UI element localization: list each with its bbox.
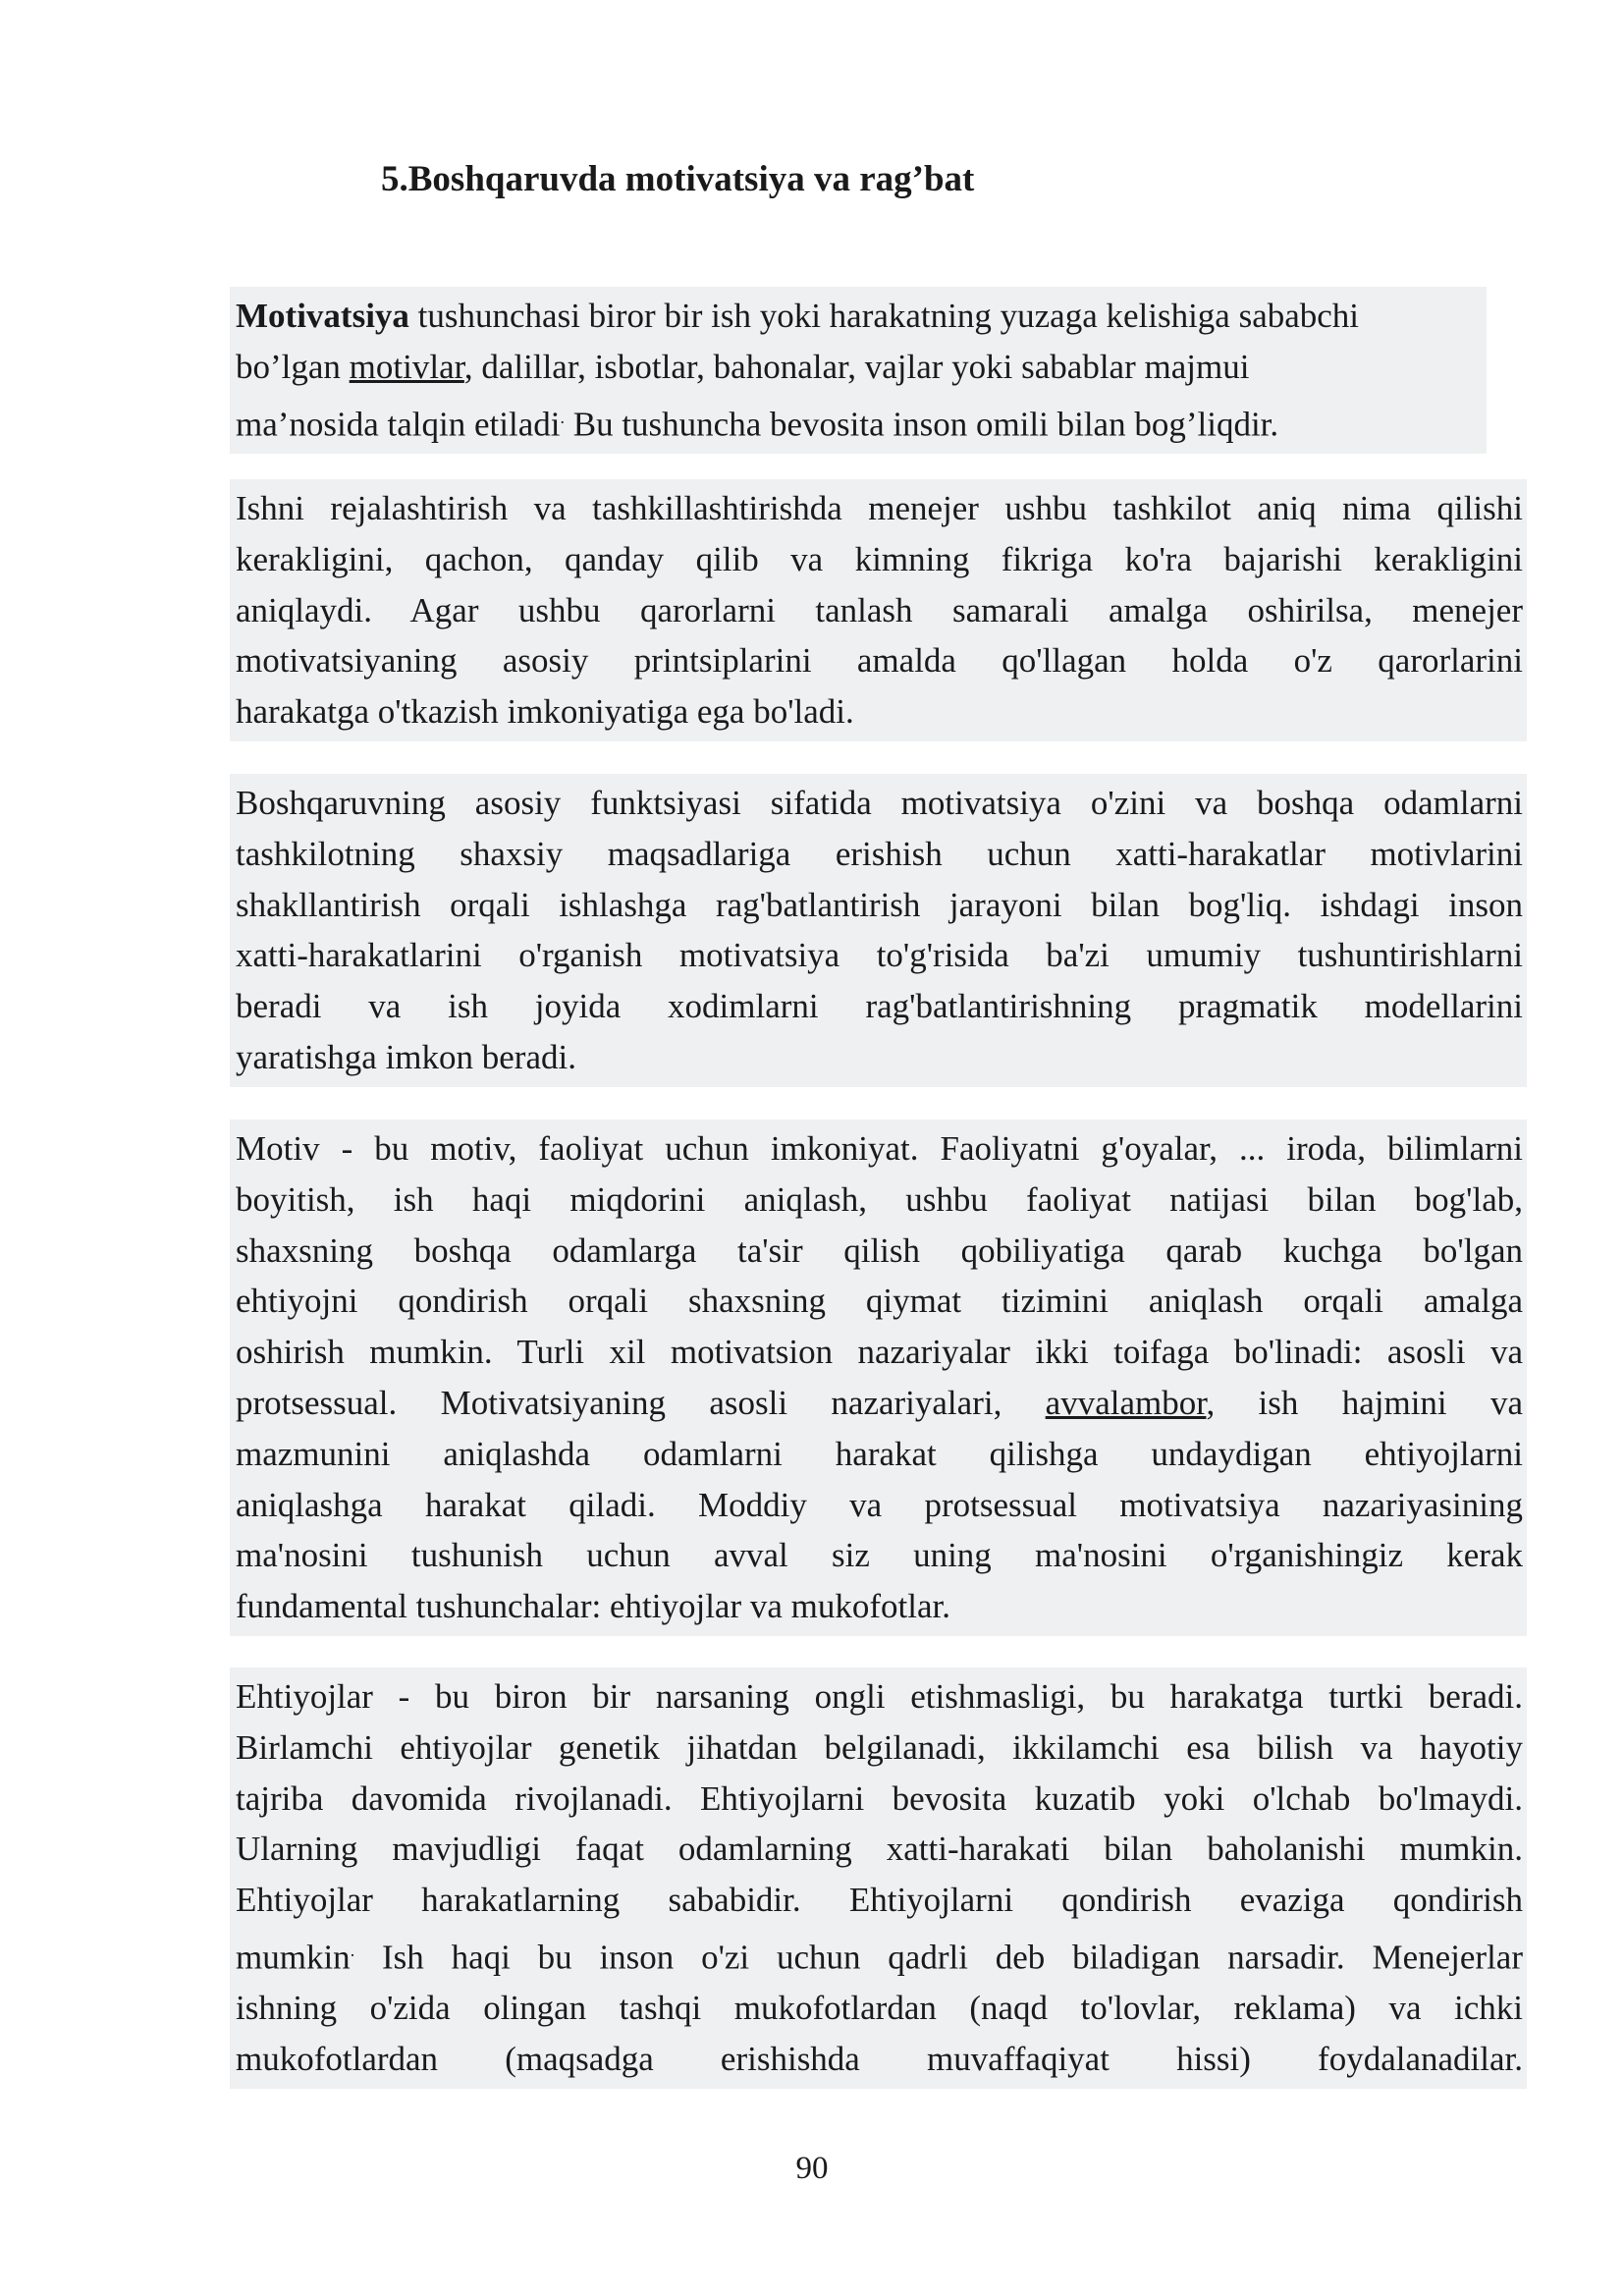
- text-line: oshirish mumkin. Turli xil motivatsion nazariyalar ikki toifaga bo'linadi: asosli va: [236, 1333, 1523, 1372]
- text-line: ehtiyojni qondirish orqali shaxsning qiymat tizimini aniqlash orqali amalga: [236, 1282, 1523, 1321]
- text-line: [236, 342, 1483, 393]
- section-title: 5.Boshqaruvda motivatsiya va rag’bat: [381, 159, 975, 199]
- text-line: boyitish, ish haqi miqdorini aniqlash, ushbu faoliyat natijasi bilan bog'lab,: [236, 1179, 1523, 1219]
- text-line: harakatga o'tkazish imkoniyatiga ega bo'ladi.: [236, 692, 854, 732]
- superscript-mark: .: [350, 1940, 355, 1960]
- superscript-mark: .: [560, 407, 565, 427]
- text-line: [236, 1926, 1523, 1983]
- text-line: tajriba davomida rivojlanadi. Ehtiyojlarni bevosita kuzatib yoki o'lchab bo'lmaydi.: [236, 1778, 1523, 1818]
- text-segment: bo’lgan: [236, 347, 350, 386]
- text-line: [236, 291, 1483, 342]
- text-line: [236, 1378, 1523, 1429]
- paragraph-motiv: [230, 1120, 1527, 1636]
- text-line: shakllantirish orqali ishlashga rag'batlantirish jarayoni bilan bog'liq. ishdagi inson: [236, 885, 1523, 924]
- text-line: Boshqaruvning asosiy funktsiyasi sifatida motivatsiya o'zini va boshqa odamlarni: [236, 784, 1523, 822]
- text-line: shaxsning boshqa odamlarga ta'sir qilish qobiliyatiga qarab kuchga bo'lgan: [236, 1230, 1523, 1270]
- text-line: fundamental tushunchalar: ehtiyojlar va mukofotlar.: [236, 1587, 950, 1626]
- text-line: aniqlashga harakat qiladi. Moddiy va protsessual motivatsiya nazariyasining: [236, 1485, 1523, 1524]
- text-line: mazmunini aniqlashda odamlarni harakat qilishga undaydigan ehtiyojlarni: [236, 1434, 1523, 1473]
- paragraph-planning: [230, 479, 1527, 741]
- text-segment: protsessual. Motivatsiyaning asosli nazariyalari,: [236, 1383, 1046, 1422]
- page-number: 90: [795, 2151, 829, 2186]
- defined-term: Motivatsiya: [236, 297, 409, 335]
- text-line: yaratishga imkon beradi.: [236, 1037, 576, 1076]
- text-line: beradi va ish joyida xodimlarni rag'batlantirishning pragmatik modellarini: [236, 987, 1523, 1026]
- text-segment: tushunchasi biror bir ish yoki harakatning yuzaga kelishiga sababchi: [408, 297, 1360, 335]
- text-segment: Ish haqi bu inson o'zi uchun qadrli deb biladigan narsadir. Menejerlar: [354, 1938, 1523, 1977]
- text-segment: mumkin: [236, 1938, 351, 1977]
- text-line: tashkilotning shaxsiy maqsadlariga erishish uchun xatti-harakatlar motivlarini: [236, 834, 1523, 873]
- text-line: [236, 393, 1483, 450]
- text-segment: Bu tushuncha bevosita inson omili bilan bog’liqdir.: [564, 405, 1279, 444]
- text-line: ma'nosini tushunish uchun avval siz uning ma'nosini o'rganishingiz kerak: [236, 1536, 1523, 1575]
- text-segment: , dalillar, isbotlar, bahonalar, vajlar yoki sabablar majmui: [463, 347, 1250, 386]
- paragraph-motivatsiya-definition: [230, 287, 1487, 454]
- text-line: mukofotlardan (maqsadga erishishda muvaffaqiyat hissi) foydalanadilar.: [236, 2040, 1523, 2079]
- text-line: motivatsiyaning asosiy printsiplarini amalda qo'llagan holda o'z qarorlarini: [236, 641, 1523, 681]
- text-line: Ehtiyojlar - bu biron bir narsaning ongli etishmasligi, bu harakatga turtki beradi.: [236, 1677, 1523, 1716]
- text-line: aniqlaydi. Agar ushbu qarorlarni tanlash samarali amalga oshirilsa, menejer: [236, 590, 1523, 629]
- text-line: Motiv - bu motiv, faoliyat uchun imkoniyat. Faoliyatni g'oyalar, ... iroda, bilimlarni: [236, 1129, 1523, 1168]
- text-line: kerakligini, qachon, qanday qilib va kimning fikriga ko'ra bajarishi kerakligini: [236, 539, 1523, 578]
- text-line: ishning o'zida olingan tashqi mukofotlardan (naqd to'lovlar, reklama) va ichki: [236, 1989, 1523, 2028]
- paragraph-ehtiyojlar: [230, 1667, 1527, 2089]
- text-line: xatti-harakatlarini o'rganish motivatsiya to'g'risida ba'zi umumiy tushuntirishlarni: [236, 936, 1523, 975]
- link-motivlar[interactable]: motivlar: [349, 347, 464, 386]
- text-line: Birlamchi ehtiyojlar genetik jihatdan belgilanadi, ikkilamchi esa bilish va hayotiy: [236, 1727, 1523, 1767]
- text-line: Ishni rejalashtirish va tashkillashtirishda menejer ushbu tashkilot aniq nima qilishi: [236, 489, 1523, 527]
- text-line: Ularning mavjudligi faqat odamlarning xatti-harakati bilan baholanishi mumkin.: [236, 1830, 1523, 1869]
- paragraph-management-function: [230, 774, 1527, 1087]
- text-line: Ehtiyojlar harakatlarning sababidir. Ehtiyojlarni qondirish evaziga qondirish: [236, 1881, 1523, 1920]
- text-segment: , ish hajmini va: [1206, 1383, 1524, 1422]
- link-avvalambor[interactable]: avvalambor: [1045, 1383, 1207, 1422]
- text-segment: ma’nosida talqin etiladi: [236, 405, 561, 444]
